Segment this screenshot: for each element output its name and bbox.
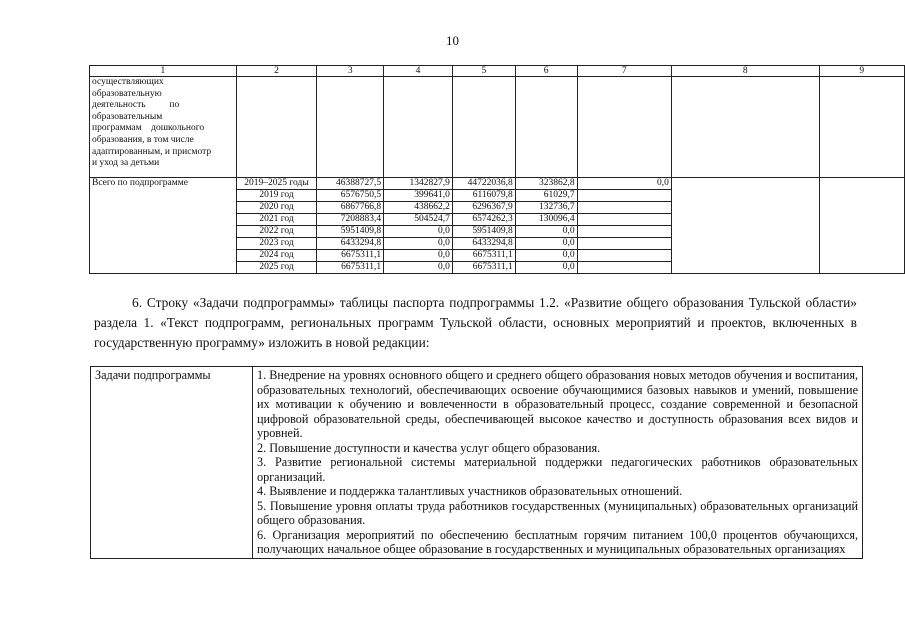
period-cell: 2019–2025 годы — [236, 178, 317, 190]
tasks-content — [253, 367, 863, 559]
tasks-table — [90, 366, 863, 559]
value-cell: 5951409,8 — [452, 226, 515, 238]
value-cell: 6867766,8 — [317, 202, 384, 214]
value-cell: 6576750,5 — [317, 190, 384, 202]
paragraph-text: 6. Строку «Задачи подпрограммы» таблицы паспорта подпрограммы 1.2. «Развитие общего образования Тульской области» раздела 1. «Текст подпрограмм, региональных программ Тульской области, основных мероприятий и проектов, включенных в государственную программу» изложить в новой редакции: — [94, 295, 857, 350]
value-cell: 0,0 — [515, 262, 577, 274]
value-cell: 6675311,1 — [317, 262, 384, 274]
value-cell: 504524,7 — [384, 214, 453, 226]
continuation-line: образовательную — [92, 88, 162, 99]
continuation-label — [90, 77, 237, 178]
value-cell: 0,0 — [515, 226, 577, 238]
continuation-line: осуществляющих — [92, 77, 164, 87]
task-item: 5. Повышение уровня оплаты труда работников государственных (муниципальных) образовательных организаций общего образования. — [257, 498, 858, 527]
value-cell: 6433294,8 — [452, 238, 515, 250]
value-cell: 132736,7 — [515, 202, 577, 214]
value-cell: 323862,8 — [515, 178, 577, 190]
task-item: 3. Развитие региональной системы материальной поддержки педагогических работников образовательных организаций. — [257, 455, 858, 484]
value-cell: 0,0 — [577, 178, 671, 190]
continuation-line: программам дошкольного — [92, 123, 205, 134]
value-cell: 46388727,5 — [317, 178, 384, 190]
column-header: 7 — [577, 66, 671, 77]
value-cell: 44722036,8 — [452, 178, 515, 190]
value-cell: 6574262,3 — [452, 214, 515, 226]
value-cell — [577, 262, 671, 274]
continuation-line: адаптированным, и присмотр — [92, 146, 212, 157]
continuation-line: образовательным — [92, 111, 163, 122]
value-cell: 0,0 — [384, 250, 453, 262]
value-cell: 0,0 — [515, 250, 577, 262]
value-cell: 0,0 — [384, 262, 453, 274]
period-cell: 2023 год — [236, 238, 317, 250]
value-cell: 1342827,9 — [384, 178, 453, 190]
table-row — [90, 178, 905, 190]
value-cell: 6296367,9 — [452, 202, 515, 214]
continuation-line: деятельность по — [92, 100, 180, 111]
table-row — [91, 367, 863, 559]
period-cell: 2020 год — [236, 202, 317, 214]
amendment-paragraph — [94, 293, 857, 353]
table-header-row — [90, 66, 905, 77]
value-cell — [577, 238, 671, 250]
value-cell: 0,0 — [384, 238, 453, 250]
continuation-line: и уход за детьми — [92, 158, 160, 169]
period-cell: 2024 год — [236, 250, 317, 262]
continuation-row — [90, 77, 905, 178]
value-cell: 61029,7 — [515, 190, 577, 202]
value-cell: 7208883,4 — [317, 214, 384, 226]
task-item: 1. Внедрение на уровнях основного общего и среднего общего образования новых методов обучения и воспитания, образовательных технологий, обеспечивающих освоение обучающимися базовых навыков и умений, повышение их мотивации к обучению и вовлеченности в образовательный процесс, создание современной и безопасной цифровой образовательной среды, обеспечивающей высокое качество и доступность образования всех видов и уровней. — [257, 368, 858, 440]
value-cell: 6116079,8 — [452, 190, 515, 202]
value-cell: 438662,2 — [384, 202, 453, 214]
period-cell: 2025 год — [236, 262, 317, 274]
value-cell: 5951409,8 — [317, 226, 384, 238]
column-header: 8 — [671, 66, 819, 77]
value-cell — [577, 190, 671, 202]
total-label: Всего по подпрограмме — [90, 178, 237, 274]
value-cell: 0,0 — [384, 226, 453, 238]
period-cell: 2019 год — [236, 190, 317, 202]
value-cell: 399641,0 — [384, 190, 453, 202]
value-cell: 130096,4 — [515, 214, 577, 226]
page-number: 10 — [446, 33, 459, 48]
column-header: 3 — [317, 66, 384, 77]
value-cell: 6433294,8 — [317, 238, 384, 250]
value-cell — [577, 214, 671, 226]
column-header: 6 — [515, 66, 577, 77]
value-cell — [577, 202, 671, 214]
column-header: 2 — [236, 66, 317, 77]
value-cell: 6675311,1 — [452, 250, 515, 262]
period-cell: 2022 год — [236, 226, 317, 238]
column-header: 9 — [819, 66, 904, 77]
tasks-label: Задачи подпрограммы — [91, 367, 253, 559]
task-item: 2. Повышение доступности и качества услуг общего образования. — [257, 440, 601, 455]
value-cell — [577, 250, 671, 262]
period-cell: 2021 год — [236, 214, 317, 226]
task-item: 6. Организация мероприятий по обеспечению бесплатным горячим питанием 100,0 процентов обучающихся, получающих начальное общее образование в государственных и муниципальных образовательных организациях — [257, 527, 858, 556]
column-header: 1 — [90, 66, 237, 77]
value-cell — [577, 226, 671, 238]
value-cell: 6675311,1 — [317, 250, 384, 262]
column-header: 4 — [384, 66, 453, 77]
value-cell: 0,0 — [515, 238, 577, 250]
column-header: 5 — [452, 66, 515, 77]
task-item: 4. Выявление и поддержка талантливых участников образовательных отношений. — [257, 484, 683, 498]
value-cell: 6675311,1 — [452, 262, 515, 274]
continuation-line: образования, в том числе — [92, 134, 194, 145]
financing-table — [89, 65, 905, 274]
